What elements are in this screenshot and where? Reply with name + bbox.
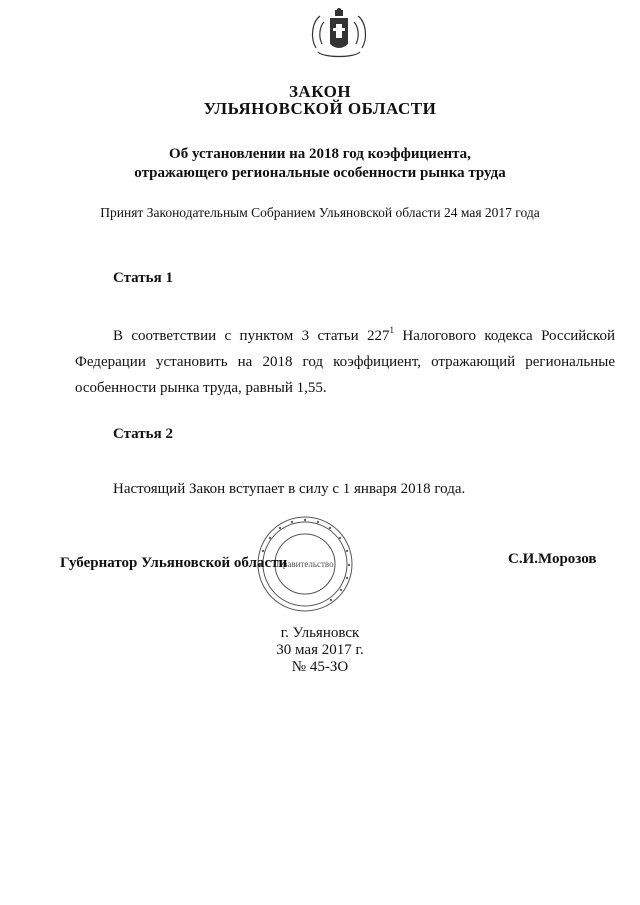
governor-title: Губернатор Ульяновской области xyxy=(60,555,288,571)
signing-place: г. Ульяновск xyxy=(280,625,360,641)
article-1-heading: Статья 1 xyxy=(113,270,173,286)
article-1-text-end: Налогового кодекса Российской Федерации установить на 2018 год коэффициент, отражающий региональные особенности рынка труда, равный 1,55. xyxy=(75,328,615,396)
signing-date: 30 мая 2017 г. xyxy=(276,642,364,658)
article-1-superscript: 1 xyxy=(389,325,394,335)
article-1-text-start: В соответствии с пунктом 3 статьи 227 xyxy=(113,328,390,344)
law-title-line-2: отражающего региональные особенности рынка труда xyxy=(134,165,506,181)
article-1-text xyxy=(75,318,615,401)
law-type-heading: ЗАКОН xyxy=(288,82,352,101)
law-number: № 45-ЗО xyxy=(291,659,349,675)
seal-center-text: Правительство xyxy=(276,559,334,569)
article-2-text: Настоящий Закон вступает в силу с 1 января 2018 года. xyxy=(113,481,466,497)
coat-of-arms-icon xyxy=(308,8,370,62)
law-title-line-1: Об установлении на 2018 год коэффициента, xyxy=(169,146,471,162)
region-heading: УЛЬЯНОВСКОЙ ОБЛАСТИ xyxy=(203,99,437,118)
adoption-note: Принят Законодательным Собранием Ульяновской области 24 мая 2017 года xyxy=(100,205,540,220)
governor-name: С.И.Морозов xyxy=(508,551,597,567)
article-2-heading: Статья 2 xyxy=(113,426,173,442)
